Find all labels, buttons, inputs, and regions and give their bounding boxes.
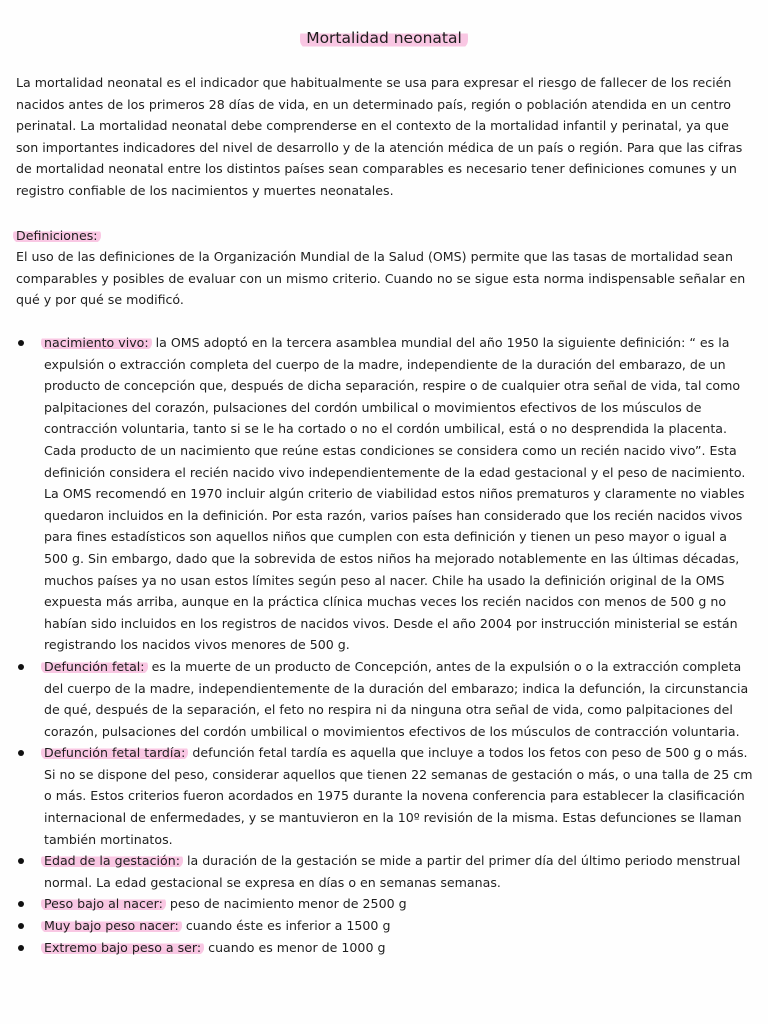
bullet-icon xyxy=(18,901,24,907)
definition-text: cuando es menor de 1000 g xyxy=(208,939,386,955)
definition-text: defunción fetal tardía es aquella que incluye a todos los fetos con peso de 500 g o más. Si no se dispone del peso, considerar aquellos que tienen 22 semanas de gestación o más, o una talla de 25 cm o más. Estos criterios fueron acordados en 1975 durante la novena conferencia para establecer la clasificación internacional de enfermedades, y se mantuvieron en la 10º revisión de la misma. Estas defunciones se llaman también mortinatos. xyxy=(44,745,753,847)
definition-item-defuncion-fetal-tardia xyxy=(0,742,754,850)
bullet-icon xyxy=(18,923,24,929)
page-title: Mortalidad neonatal xyxy=(300,27,468,49)
definition-term: Defunción fetal tardía: xyxy=(41,745,188,760)
bullet-icon xyxy=(18,664,24,670)
definition-term: Edad de la gestación: xyxy=(41,853,183,868)
definition-term: nacimiento vivo: xyxy=(41,335,152,350)
bullet-icon xyxy=(18,858,24,864)
definition-text: es la muerte de un producto de Concepción, antes de la expulsión o o la extracción completa del cuerpo de la madre, independientemente de la duración del embarazo; indica la defunción, la circunstancia de qué, después de la separación, el feto no respira ni da ninguna otra señal de vida, como palpitaciones del corazón, pulsaciones del cordón umbilical o movimientos efectivos de los músculos de contracción voluntaria. xyxy=(44,658,749,739)
definitions-intro-paragraph: El uso de las definiciones de la Organización Mundial de la Salud (OMS) permite que las tasas de mortalidad sean comparables y posibles de evaluar con un mismo criterio. Cuando no se sigue esta norma indispensable señalar en qué y por qué se modificó. xyxy=(16,249,746,308)
definition-term: Muy bajo peso nacer: xyxy=(41,918,182,933)
definition-text: cuando éste es inferior a 1500 g xyxy=(185,918,391,934)
definition-text: la OMS adoptó en la tercera asamblea mundial del año 1950 la siguiente definición: “ es la expulsión o extracción completa del cuerpo de la madre, independiente de la duración del embarazo, de un producto de concepción que, después de dicha separación, respire o de cualquier otra señal de vida, tal como palpitaciones del corazón, pulsaciones del cordón umbilical o movimientos efectivos de los músculos de contracción voluntaria, tanto si se le ha cortado o no el cordón umbilical, está o no desprendida la placenta. Cada producto de un nacimiento que reúne estas condiciones se considera como un recién nacido vivo”. Esta definición considera el recién nacido vivo independientemente de la edad gestacional y el peso de nacimiento. La OMS recomendó en 1970 incluir algún criterio de viabilidad estos niños prematuros y claramente no viables quedaron incluidos en la definición. Por esta razón, varios países han considerado que los recién nacidos vivos para fines estadísticos son aquellos niños que cumplen con esta definición y tienen un peso mayor o igual a 500 g. Sin embargo, dado que la sobrevida de estos niños ha mejorado notablemente en las últimas décadas, muchos países ya no usan estos límites según peso al nacer. Chile ha usado la definición original de la OMS expuesta más arriba, aunque en la práctica clínica muchas veces los recién nacidos con menos de 500 g no habían sido incluidos en los registros de nacidos vivos. Desde el año 2004 por instrucción ministerial se están registrando los nacidos vivos menores de 500 g. xyxy=(44,335,746,653)
definition-item-edad-gestacion xyxy=(0,850,754,893)
bullet-icon xyxy=(18,750,24,756)
definition-text: la duración de la gestación se mide a partir del primer día del último periodo menstrual normal. La edad gestacional se expresa en días o en semanas semanas. xyxy=(44,853,741,890)
title-container xyxy=(0,27,768,49)
definition-item-extremo-bajo-peso xyxy=(0,937,754,959)
definitions-heading: Definiciones: xyxy=(13,228,101,243)
definition-item-nacimiento-vivo xyxy=(0,332,754,656)
definition-text: peso de nacimiento menor de 2500 g xyxy=(169,896,407,912)
definitions-list xyxy=(0,332,768,958)
intro-paragraph: La mortalidad neonatal es el indicador que habitualmente se usa para expresar el riesgo de fallecer de los recién nacidos antes de los primeros 28 días de vida, en un determinado país, región o población atendida en un centro perinatal. La mortalidad neonatal debe comprenderse en el contexto de la mortalidad infantil y perinatal, ya que son importantes indicadores del nivel de desarrollo y de la atención médica de un país o región. Para que las cifras de mortalidad neonatal entre los distintos países sean comparables es necesario tener definiciones comunes y un registro confiable de los nacimientos y muertes neonatales. xyxy=(16,75,743,198)
bullet-icon xyxy=(18,340,24,346)
definition-term: Extremo bajo peso a ser: xyxy=(41,940,204,955)
definition-item-peso-bajo xyxy=(0,893,754,915)
definition-item-muy-bajo-peso xyxy=(0,915,754,937)
bullet-icon xyxy=(18,945,24,951)
definition-term: Defunción fetal: xyxy=(41,659,148,674)
definition-term: Peso bajo al nacer: xyxy=(41,896,166,911)
definition-item-defuncion-fetal xyxy=(0,656,754,742)
definitions-heading-container xyxy=(16,225,101,247)
